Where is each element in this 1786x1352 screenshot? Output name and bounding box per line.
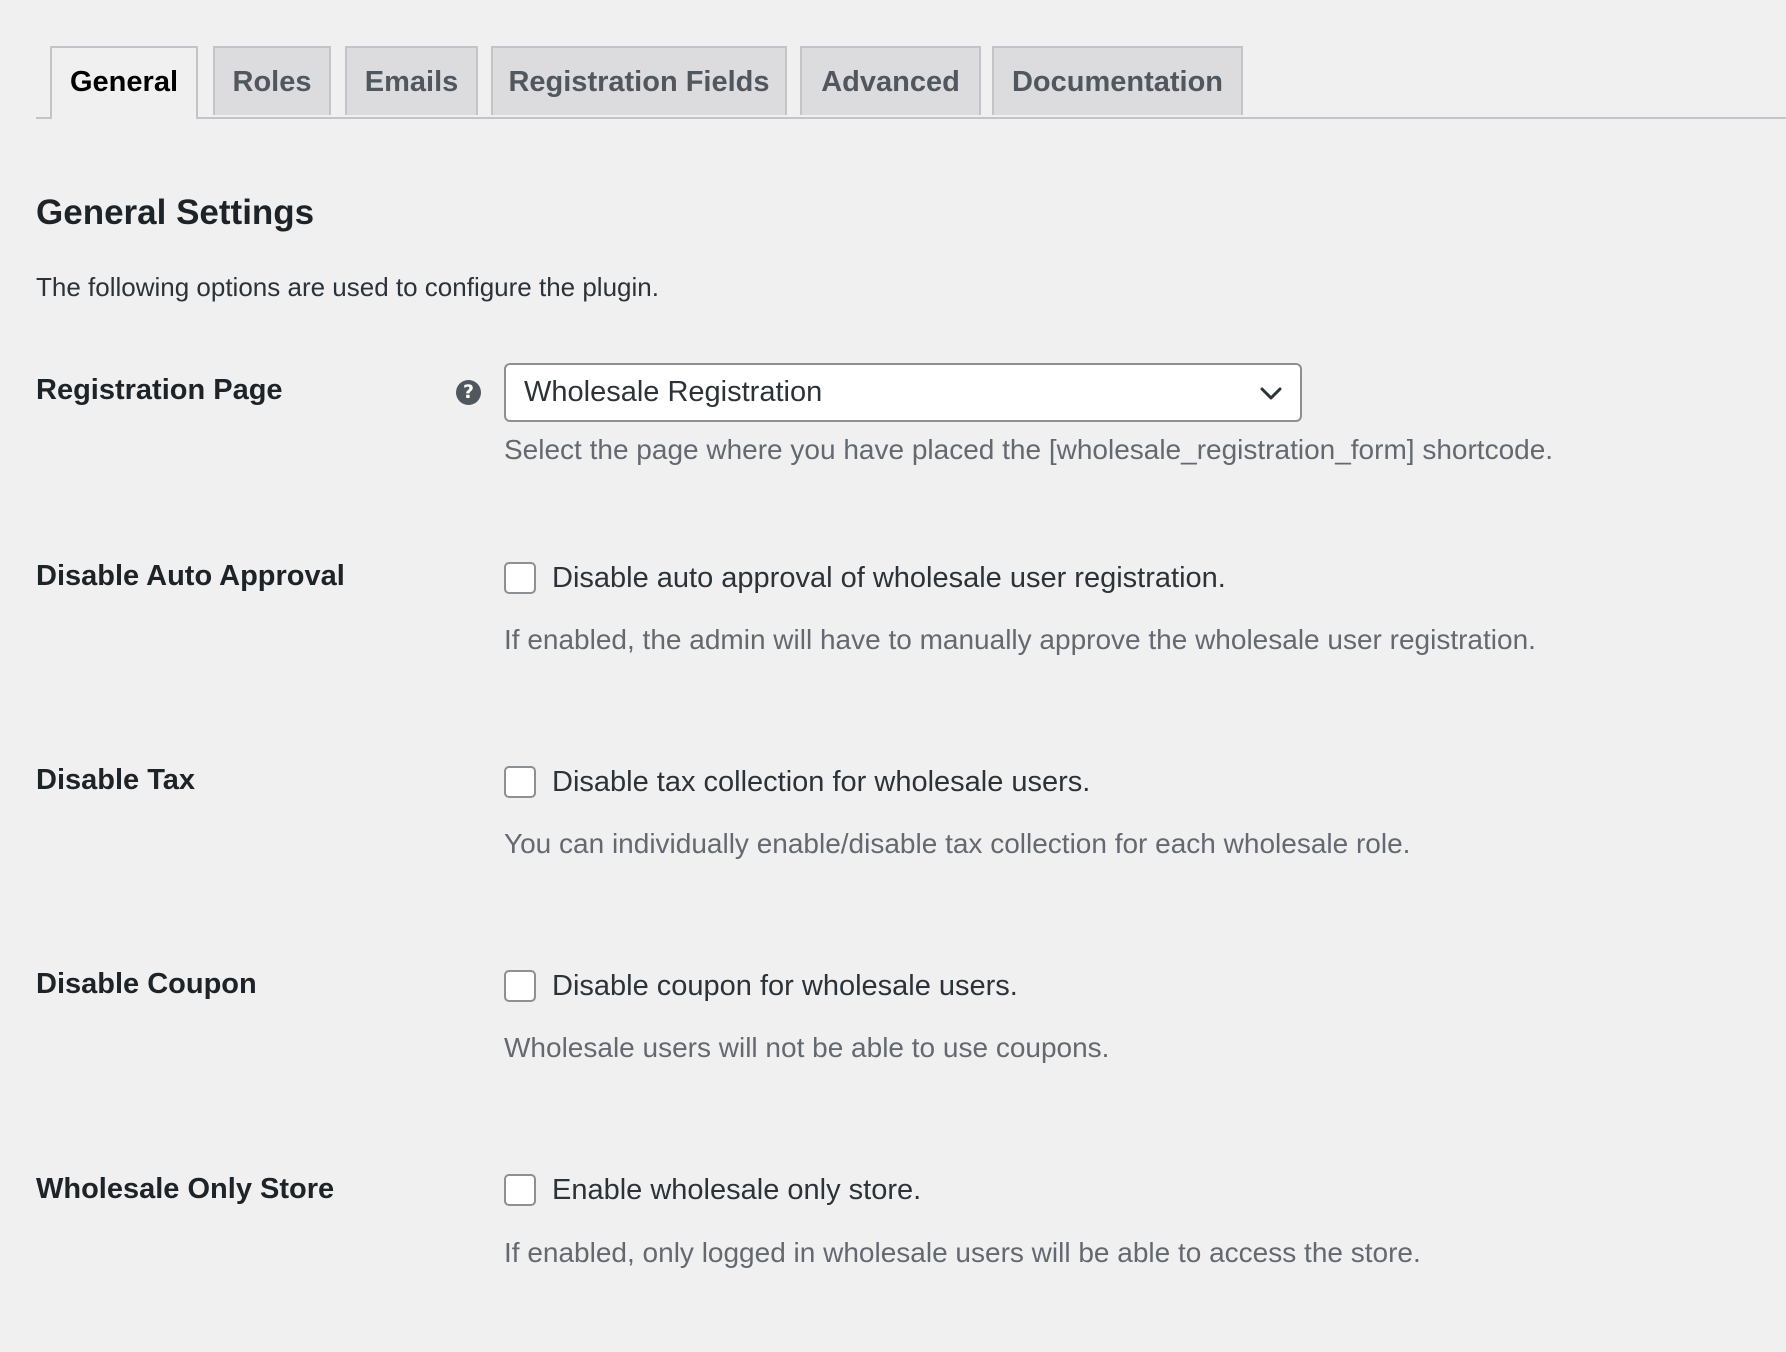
disable-auto-approval-label: Disable Auto Approval (36, 560, 345, 592)
tab-advanced[interactable]: Advanced (800, 46, 981, 115)
chevron-down-icon (1258, 380, 1284, 406)
page-title: General Settings (36, 193, 315, 232)
disable-coupon-description: Wholesale users will not be able to use coupons. (504, 1032, 1110, 1063)
registration-page-select[interactable] (504, 363, 1302, 422)
disable-coupon-label: Disable Coupon (36, 968, 257, 1000)
disable-tax-checkbox-label[interactable]: Disable tax collection for wholesale users. (552, 766, 1091, 798)
registration-page-selected-value: Wholesale Registration (524, 376, 823, 408)
disable-auto-approval-checkbox[interactable] (504, 562, 536, 594)
disable-tax-label: Disable Tax (36, 764, 196, 796)
disable-tax-description: You can individually enable/disable tax collection for each wholesale role. (504, 828, 1411, 859)
disable-auto-approval-description: If enabled, the admin will have to manually approve the wholesale user registration. (504, 624, 1536, 655)
tab-general[interactable]: General (50, 46, 198, 119)
disable-coupon-checkbox[interactable] (504, 970, 536, 1002)
tab-roles[interactable]: Roles (213, 46, 331, 115)
tab-bar (36, 46, 1786, 119)
tab-registration-fields[interactable]: Registration Fields (491, 46, 787, 115)
tab-documentation[interactable]: Documentation (992, 46, 1243, 115)
wholesale-only-store-description: If enabled, only logged in wholesale users will be able to access the store. (504, 1237, 1421, 1268)
question-mark-icon[interactable]: ? (456, 380, 481, 405)
wholesale-only-store-label: Wholesale Only Store (36, 1173, 335, 1205)
tab-emails[interactable]: Emails (345, 46, 478, 115)
section-description: The following options are used to configure the plugin. (36, 272, 659, 302)
disable-tax-checkbox[interactable] (504, 766, 536, 798)
disable-auto-approval-checkbox-label[interactable]: Disable auto approval of wholesale user registration. (552, 562, 1226, 594)
registration-page-label: Registration Page (36, 374, 283, 406)
wholesale-only-store-checkbox[interactable] (504, 1174, 536, 1206)
disable-coupon-checkbox-label[interactable]: Disable coupon for wholesale users. (552, 970, 1018, 1002)
registration-page-description: Select the page where you have placed the [wholesale_registration_form] shortcode. (504, 434, 1554, 465)
wholesale-only-store-checkbox-label[interactable]: Enable wholesale only store. (552, 1174, 922, 1206)
